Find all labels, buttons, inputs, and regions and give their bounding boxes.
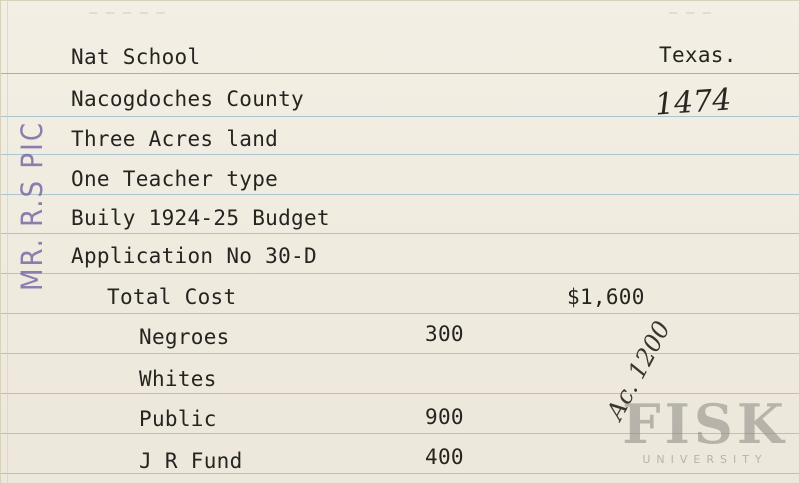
- budget-line: Buily 1924-25 Budget: [71, 206, 330, 230]
- watermark-main: FISK: [622, 392, 788, 456]
- jr-fund-label: J R Fund: [139, 449, 243, 473]
- faint-mark: – — –: [669, 5, 712, 21]
- ruled-line: [1, 273, 800, 274]
- ruled-line: [1, 233, 800, 234]
- jr-fund-value: 400: [425, 445, 464, 469]
- vertical-stamp: MR. R.S PIC: [15, 120, 49, 291]
- total-cost-label: Total Cost: [107, 285, 237, 309]
- state-name: Texas.: [659, 43, 737, 67]
- negroes-value: 300: [425, 322, 464, 346]
- ruled-line: [1, 473, 800, 474]
- fisk-watermark: [619, 392, 791, 466]
- negroes-label: Negroes: [139, 325, 230, 349]
- school-name: Nat School: [71, 45, 201, 69]
- ruled-line: [1, 154, 800, 155]
- header-rule: [1, 73, 800, 74]
- ruled-line: [1, 353, 800, 354]
- public-label: Public: [139, 407, 217, 431]
- watermark-sub: UNIVERSITY: [642, 453, 768, 466]
- total-cost-value: $1,600: [567, 285, 645, 309]
- whites-label: Whites: [139, 367, 217, 391]
- ruled-line: [1, 194, 800, 195]
- county-line: Nacogdoches County: [71, 87, 304, 111]
- handwritten-number: 1474: [653, 82, 733, 123]
- handwritten-note: Ac. 1200: [601, 316, 677, 425]
- land-line: Three Acres land: [71, 127, 279, 151]
- faint-mark: – — — — –: [89, 5, 165, 21]
- ruled-line: [1, 313, 800, 314]
- application-line: Application No 30-D: [71, 244, 317, 268]
- public-value: 900: [425, 405, 464, 429]
- teacher-type-line: One Teacher type: [71, 167, 279, 191]
